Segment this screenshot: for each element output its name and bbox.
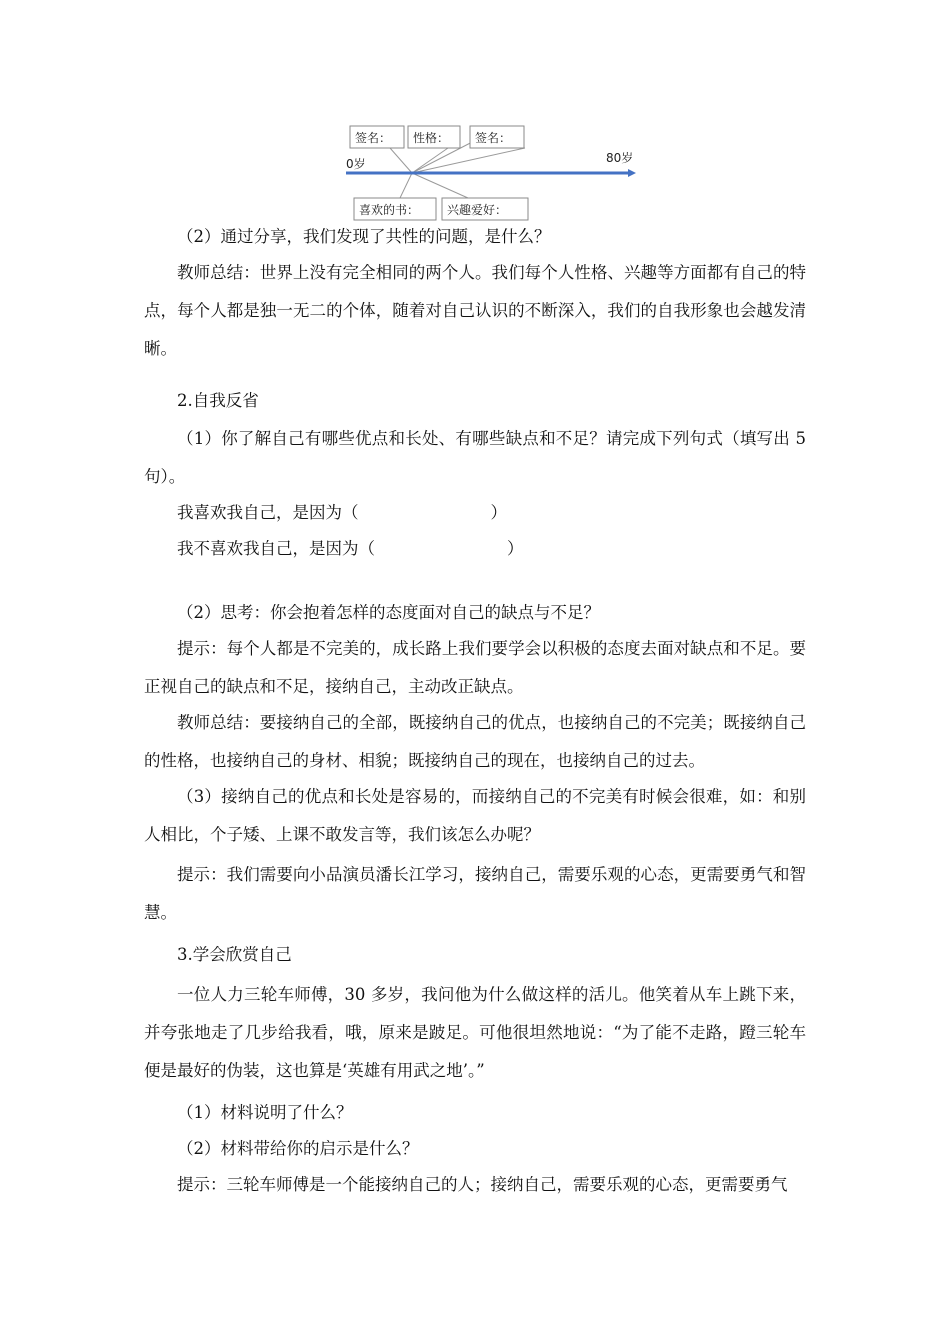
connector-line	[412, 148, 525, 173]
teacher-summary-2: 教师总结：要接纳自己的全部，既接纳自己的优点，也接纳自己的不完美；既接纳自己的性格，也接纳自己的身材、相貌；既接纳自己的现在，也接纳自己的过去。	[144, 713, 806, 770]
timeline-arrowhead	[628, 169, 636, 177]
box-label-signature: 签名：	[355, 131, 392, 145]
timeline-svg	[340, 120, 640, 225]
section-heading-3: 3.学会欣赏自己	[177, 945, 292, 964]
hint-2: 提示：我们需要向小品演员潘长江学习，接纳自己，需要乐观的心态，更需要勇气和智慧。	[144, 865, 806, 922]
connector-line	[412, 173, 468, 198]
question-1-self-reflection: （1）你了解自己有哪些优点和长处、有哪些缺点和不足？请完成下列句式（填写出 5 句）。	[144, 429, 806, 486]
life-timeline-diagram	[340, 120, 640, 225]
box-label-personality: 性格：	[413, 131, 450, 145]
question-3: （3）接纳自己的优点和长处是容易的，而接纳自己的不完美有时候会很难，如：和别人相比，个子矮、上课不敢发言等，我们该怎么办呢？	[144, 787, 806, 844]
box-label-hobbies: 兴趣爱好：	[447, 203, 508, 217]
timeline-end-label: 80岁	[606, 151, 634, 165]
story-paragraph: 一位人力三轮车师傅，30 多岁，我问他为什么做这样的活儿。他笑着从车上跳下来，并夸张地走了几步给我看，哦，原来是跛足。可他很坦然地说：“为了能不走路，蹬三轮车便是最好的伪装，这也算是‘英雄有用武之地’。”	[144, 985, 806, 1080]
connector-line	[390, 148, 412, 173]
section-heading-2: 2.自我反省	[177, 391, 259, 410]
teacher-summary-1: 教师总结：世界上没有完全相同的两个人。我们每个人性格、兴趣等方面都有自己的特点，每个人都是独一无二的个体，随着对自己认识的不断深入，我们的自我形象也会越发清晰。	[144, 263, 806, 358]
hint-1: 提示：每个人都是不完美的，成长路上我们要学会以积极的态度去面对缺点和不足。要正视自己的缺点和不足，接纳自己，主动改正缺点。	[144, 639, 806, 696]
question-2-think: （2）思考：你会抱着怎样的态度面对自己的缺点与不足？	[177, 603, 600, 622]
box-label-signature-2: 签名：	[475, 131, 512, 145]
connector-line	[400, 173, 412, 198]
sentence-like-self: 我喜欢我自己，是因为（ ）	[177, 503, 507, 522]
sentence-dislike-self: 我不喜欢我自己，是因为（ ）	[177, 539, 524, 558]
material-question-2: （2）材料带给你的启示是什么？	[177, 1139, 419, 1158]
box-label-favorite-book: 喜欢的书：	[359, 203, 420, 217]
hint-3: 提示：三轮车师傅是一个能接纳自己的人；接纳自己，需要乐观的心态，更需要勇气	[177, 1175, 788, 1194]
timeline-start-label: 0岁	[346, 157, 366, 171]
material-question-1: （1）材料说明了什么？	[177, 1103, 353, 1122]
question-2: （2）通过分享，我们发现了共性的问题，是什么？	[177, 227, 551, 246]
